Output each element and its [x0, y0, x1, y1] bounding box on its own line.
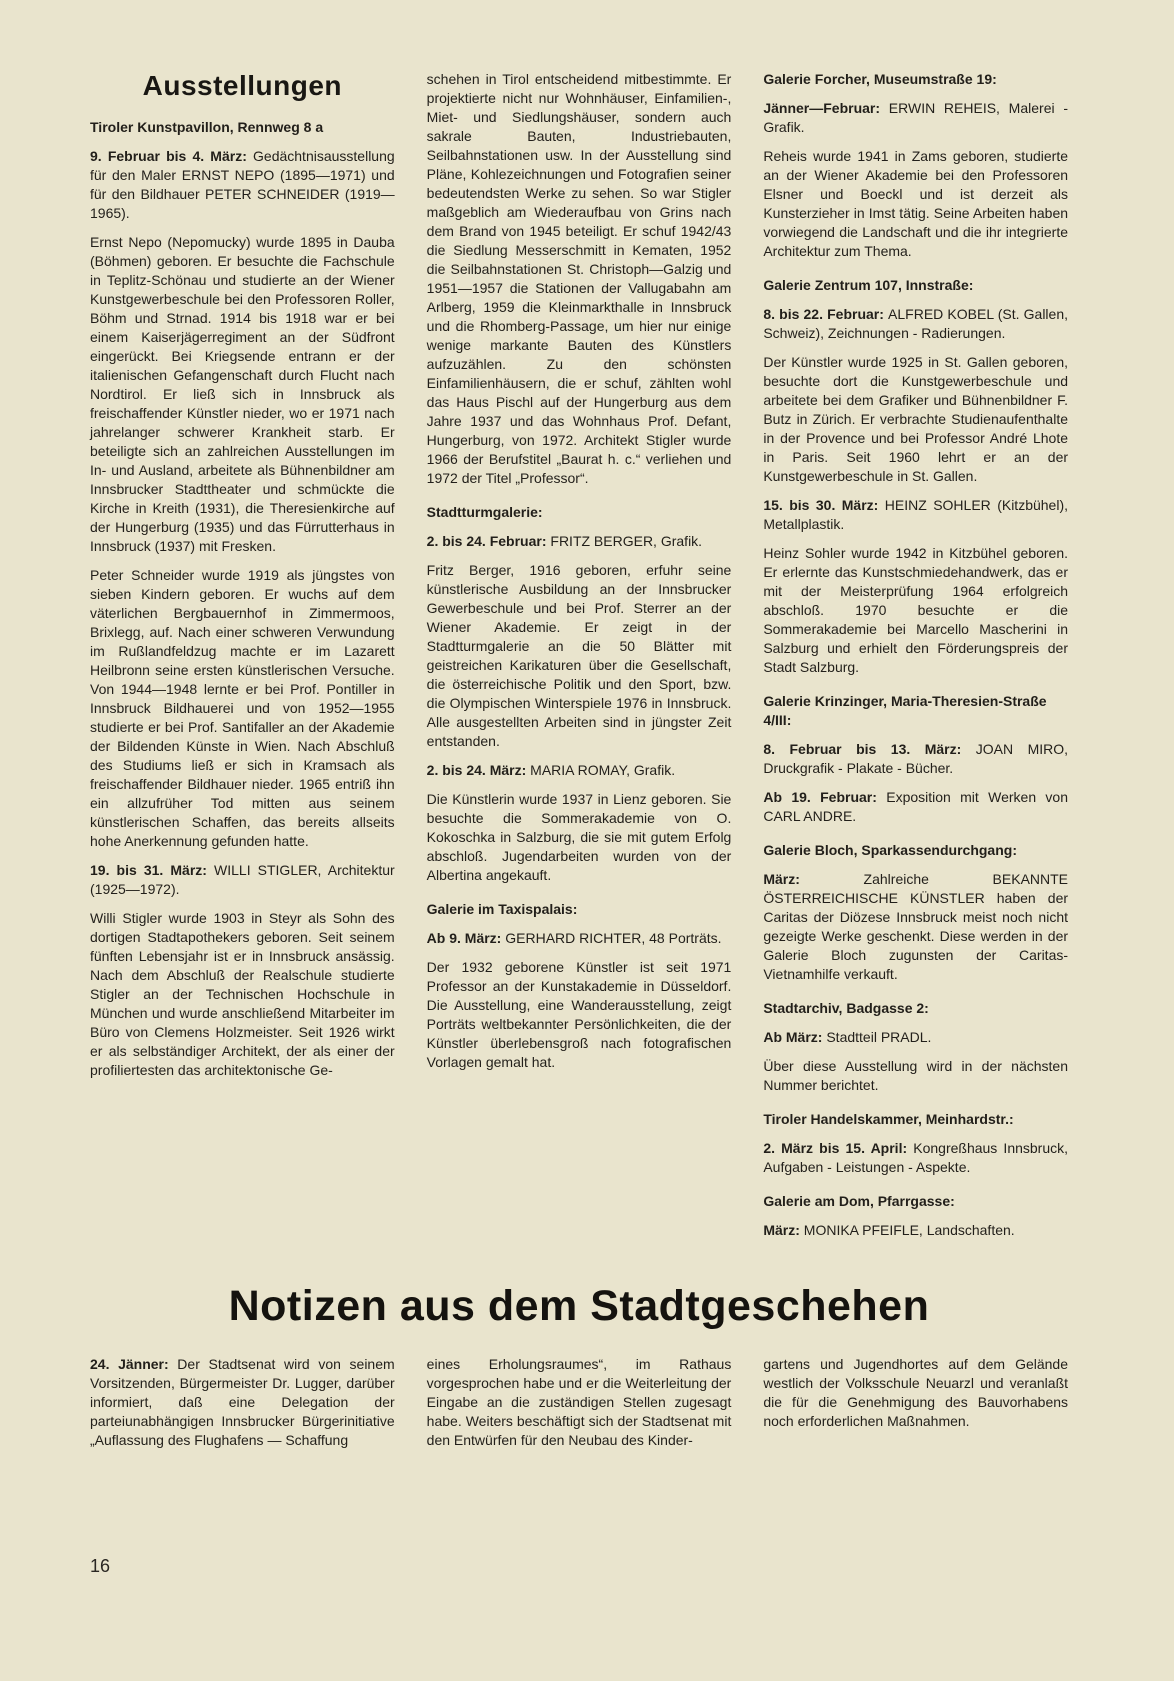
body-paragraph: gartens und Jugendhortes auf dem Gelände westlich der Volksschule Neuarzl und veranlaßt die für die Genehmigung des Bauvorhabens noch erforderlichen Maßnahmen.	[763, 1356, 1069, 1430]
body-paragraph: schehen in Tirol entscheidend mitbestimmte. Er projektierte nicht nur Wohnhäuser, Einfamilien-, Miet- und Siedlungshäuser, sondern auch sakrale Bauten, Industriebauten, Seilbahnstationen usw. In der Ausstellung sind Pläne, Kohlezeichnungen und Fotografien seiner bedeutendsten Werke zu sehen. So war Stigler maßgeblich am Wiederaufbau von Grins nach dem Brand von 1945 beteiligt. Er schuf 1942/43 die Siedlung Messerschmitt in Kematen, 1952 die Seilbahnstationen St. Christoph—Galzig und 1951—1957 die Stationen der Vallugabahn am Arlberg, 1959 die Kleinmarkthalle in Innsbruck und die Rhomberg-Passage, um hier nur einige wenige markante Bauten des Künstlers aufzuzählen. Zu den schönsten Einfamilienhäusern, die er schuf, zählten wohl das Haus Pischl auf der Hungerburg aus dem Jahre 1937 und das Wohnhaus Prof. Defant, Hungerburg, von 1972. Architekt Stigler wurde 1966 der Berufstitel „Baurat h. c.“ verliehen und 1972 der Titel „Professor“.	[426, 71, 732, 486]
column-1	[90, 70, 395, 1090]
notizen-column-2-blocks	[427, 1355, 732, 1450]
venue-heading: Tiroler Handelskammer, Meinhardstr.:	[763, 1111, 1014, 1127]
column-2-blocks	[427, 70, 732, 1072]
entry-date-lead: Ab März:	[763, 1029, 827, 1045]
notizen-column-3-blocks	[763, 1355, 1068, 1431]
ausstellungen-section	[90, 70, 1068, 1250]
entry-date-lead: 2. März bis 15. April:	[763, 1140, 914, 1156]
section-title-notizen: Notizen aus dem Stadtgeschehen	[228, 1282, 930, 1330]
exhibition-entry: Ab 9. März: GERHARD RICHTER, 48 Porträts.	[426, 930, 722, 946]
column-1-blocks	[90, 118, 395, 1080]
entry-date-lead: 8. bis 22. Februar:	[763, 306, 889, 322]
entry-date-lead: Jänner—Februar:	[763, 100, 889, 116]
exhibition-entry: Ab 19. Februar: Exposition mit Werken von CARL ANDRE.	[763, 789, 1069, 824]
column-2	[427, 70, 732, 1082]
venue-heading: Galerie Forcher, Museumstraße 19:	[763, 71, 997, 87]
body-paragraph: Reheis wurde 1941 in Zams geboren, studierte an der Wiener Akademie bei den Professoren Elsner und Boeckl und ist derzeit als Kunsterzieher in Imst tätig. Seine Arbeiten haben vorwiegend die Landschaft und die ihr integrierte Architektur zum Thema.	[763, 148, 1069, 259]
entry-date-lead: Ab 19. Februar:	[763, 789, 887, 805]
body-paragraph: Die Künstlerin wurde 1937 in Lienz geboren. Sie besuchte die Sommerakademie von O. Kokoschka in Salzburg, die sie mit gutem Erfolg abschloß. Jugendarbeiten wurden von der Albertina angekauft.	[426, 791, 732, 883]
entry-date-lead: 24. Jänner:	[90, 1356, 178, 1373]
venue-heading: Tiroler Kunstpavillon, Rennweg 8 a	[90, 119, 324, 135]
entry-date-lead: 15. bis 30. März:	[763, 497, 885, 513]
exhibition-entry: 9. Februar bis 4. März: Gedächtnisausstellung für den Maler ERNST NEPO (1895—1971) und für den Bildhauer PETER SCHNEIDER (1919—1965).	[90, 148, 395, 221]
page-number: 16	[90, 1556, 111, 1576]
entry-date-lead: März:	[763, 871, 864, 887]
body-paragraph: Fritz Berger, 1916 geboren, erfuhr seine künstlerische Ausbildung an der Innsbrucker Gewerbeschule und bei Prof. Sterrer an der Wiener Akademie. Er zeigt in der Stadtturmgalerie an die 50 Blätter mit geistreichen Karikaturen über die Gesellschaft, die österreichische Politik und den Sport, bzw. die Olympischen Winterspiele 1976 in Innsbruck. Alle ausgestellten Arbeiten sind in jüngster Zeit entstanden.	[426, 562, 732, 749]
ausstellungen-columns	[90, 70, 1068, 1250]
entry-date-lead: 2. bis 24. März:	[426, 762, 531, 778]
exhibition-entry: März: MONIKA PFEIFLE, Landschaften.	[763, 1222, 1015, 1238]
exhibition-entry: Ab März: Stadtteil PRADL.	[763, 1029, 932, 1045]
notizen-columns	[90, 1355, 1068, 1460]
exhibition-entry: Jänner—Februar: ERWIN REHEIS, Malerei - Grafik.	[763, 100, 1068, 135]
column-3-blocks	[763, 70, 1068, 1240]
body-paragraph: Der 1932 geborene Künstler ist seit 1971 Professor an der Kunstakademie in Düsseldorf. Die Ausstellung, eine Wanderausstellung, zeigt Porträts weltbekannter Persönlichkeiten, die der Künstler überlebensgroß nach fotografischen Vorlagen gemalt hat.	[426, 959, 732, 1070]
venue-heading: Stadtturmgalerie:	[426, 504, 543, 520]
exhibition-entry: 19. bis 31. März: WILLI STIGLER, Architektur (1925—1972).	[90, 862, 395, 897]
venue-heading: Galerie Bloch, Sparkassendurchgang:	[763, 842, 1017, 858]
entry-date-lead: März:	[763, 1222, 804, 1238]
exhibition-entry: 15. bis 30. März: HEINZ SOHLER (Kitzbühel), Metallplastik.	[763, 497, 1068, 532]
exhibition-entry: 24. Jänner: Der Stadtsenat wird von seinem Vorsitzenden, Bürgermeister Dr. Lugger, darüber informiert, daß eine Delegation der parteiunabhängigen Innsbrucker Bürgerinitiative „Auflassung des Flughafens — Schaffung	[90, 1356, 395, 1449]
entry-date-lead: 19. bis 31. März:	[90, 862, 215, 878]
venue-heading: Galerie im Taxispalais:	[426, 901, 578, 917]
venue-heading: Galerie Krinzinger, Maria-Theresien-Straße 4/III:	[763, 693, 1047, 728]
body-paragraph: Ernst Nepo (Nepomucky) wurde 1895 in Dauba (Böhmen) geboren. Er besuchte die Fachschule in Teplitz-Schönau und studierte an der Wiener Kunstgewerbeschule bei den Professoren Roller, Böhm und Strnad. 1914 bis 1918 war er bei einem Kaiserjägerregiment an der Südfront eingerückt. Bei Kriegsende entrann er der italienischen Gefangenschaft durch Flucht nach Nordtirol. Er ließ sich in Innsbruck als freischaffender Künstler nieder, wo er 1971 nach jahrelanger schwerer Krankheit starb. Er beteiligte sich an zahlreichen Ausstellungen im In- und Ausland, arbeitete als Bühnenbildner am Innsbrucker Stadttheater und schmückte die Kirche in Kreith (1931), die Theresienkirche auf der Hungerburg (1935) und das Fürrutterhaus in Innsbruck (1937) mit Fresken.	[90, 234, 395, 554]
notizen-column-2	[427, 1355, 732, 1460]
exhibition-entry: 8. bis 22. Februar: ALFRED KOBEL (St. Gallen, Schweiz), Zeichnungen - Radierungen.	[763, 306, 1069, 341]
exhibition-entry: 2. bis 24. März: MARIA ROMAY, Grafik.	[426, 762, 676, 778]
body-paragraph: Über diese Ausstellung wird in der nächsten Nummer berichtet.	[763, 1058, 1069, 1093]
section-title-ausstellungen: Ausstellungen	[142, 70, 343, 101]
exhibition-entry: März: Zahlreiche BEKANNTE ÖSTERREICHISCHE KÜNSTLER haben der Caritas der Diözese Innsbruck meist noch nicht gezeigte Werke geschenkt. Diese werden in der Galerie Bloch zugunsten der Caritas-Vietnamhilfe verkauft.	[763, 871, 1069, 982]
entry-date-lead: 9. Februar bis 4. März:	[90, 148, 254, 164]
entry-date-lead: 2. bis 24. Februar:	[426, 533, 551, 549]
entry-date-lead: 8. Februar bis 13. März:	[763, 741, 976, 757]
exhibition-entry: 2. bis 24. Februar: FRITZ BERGER, Grafik.	[426, 533, 703, 549]
exhibition-entry: 8. Februar bis 13. März: JOAN MIRO, Druckgrafik - Plakate - Bücher.	[763, 741, 1069, 776]
body-paragraph: Der Künstler wurde 1925 in St. Gallen geboren, besuchte dort die Kunstgewerbeschule und arbeitete bei dem Grafiker und Bühnenbildner F. Butz in Zürich. Er verbrachte Studienaufenthalte in der Provence und bei Professor André Lhote in Paris. Seit 1960 lehrt er an der Kunstgewerbeschule in St. Gallen.	[763, 354, 1069, 484]
venue-heading: Galerie Zentrum 107, Innstraße:	[763, 277, 974, 293]
body-paragraph: eines Erholungsraumes“, im Rathaus vorgesprochen habe und er die Weiterleitung der Eingabe an die zuständigen Stellen zugesagt habe. Weiters beschäftigt sich der Stadtsenat mit den Entwürfen für den Neubau des Kinder-	[426, 1356, 732, 1449]
notizen-column-1-blocks	[90, 1355, 395, 1450]
column-3	[763, 70, 1068, 1250]
venue-heading: Stadtarchiv, Badgasse 2:	[763, 1000, 929, 1016]
notizen-column-3	[763, 1355, 1068, 1441]
notizen-column-1	[90, 1355, 395, 1460]
body-paragraph: Heinz Sohler wurde 1942 in Kitzbühel geboren. Er erlernte das Kunstschmiedehandwerk, das er mit der Meisterprüfung 1964 erfolgreich abschloß. 1970 besuchte er die Sommerakademie bei Marcello Mascherini in Salzburg und erhielt den Förderungspreis der Stadt Salzburg.	[763, 545, 1069, 675]
exhibition-entry: 2. März bis 15. April: Kongreßhaus Innsbruck, Aufgaben - Leistungen - Aspekte.	[763, 1140, 1069, 1175]
venue-heading: Galerie am Dom, Pfarrgasse:	[763, 1193, 955, 1209]
body-paragraph: Peter Schneider wurde 1919 als jüngstes von sieben Kindern geboren. Er wuchs auf dem väterlichen Bergbauernhof in Zimmermoos, Brixlegg, auf. Nach einer schweren Verwundung im Rußlandfeldzug machte er im Lazarett Heilbronn seine ersten künstlerischen Versuche. Von 1944—1948 lernte er bei Prof. Pontiller in Innsbruck Bildhauerei und von 1952—1955 studierte er bei Prof. Santifaller an der Akademie der Bildenden Künste in Wien. Nach Abschluß des Studiums ließ er sich in Kramsach als freischaffender Bildhauer nieder. 1965 entriß ihn ein allzufrüher Tod mitten aus seinem künstlerischen Schaffen, das bereits allseits hohe Anerkennung gefunden hatte.	[90, 567, 395, 849]
notizen-section	[90, 1355, 1068, 1460]
body-paragraph: Willi Stigler wurde 1903 in Steyr als Sohn des dortigen Stadtapothekers geboren. Seit seinem fünften Lebensjahr ist er in Innsbruck ansässig. Nach dem Abschluß der Realschule studierte Stigler an der Technischen Hochschule in München und wurde anschließend Mitarbeiter im Büro von Clemens Holzmeister. Seit 1926 wirkt er als selbständiger Architekt, der als einer der profiliertesten das architektonische Ge-	[90, 910, 395, 1078]
entry-date-lead: Ab 9. März:	[426, 930, 506, 946]
